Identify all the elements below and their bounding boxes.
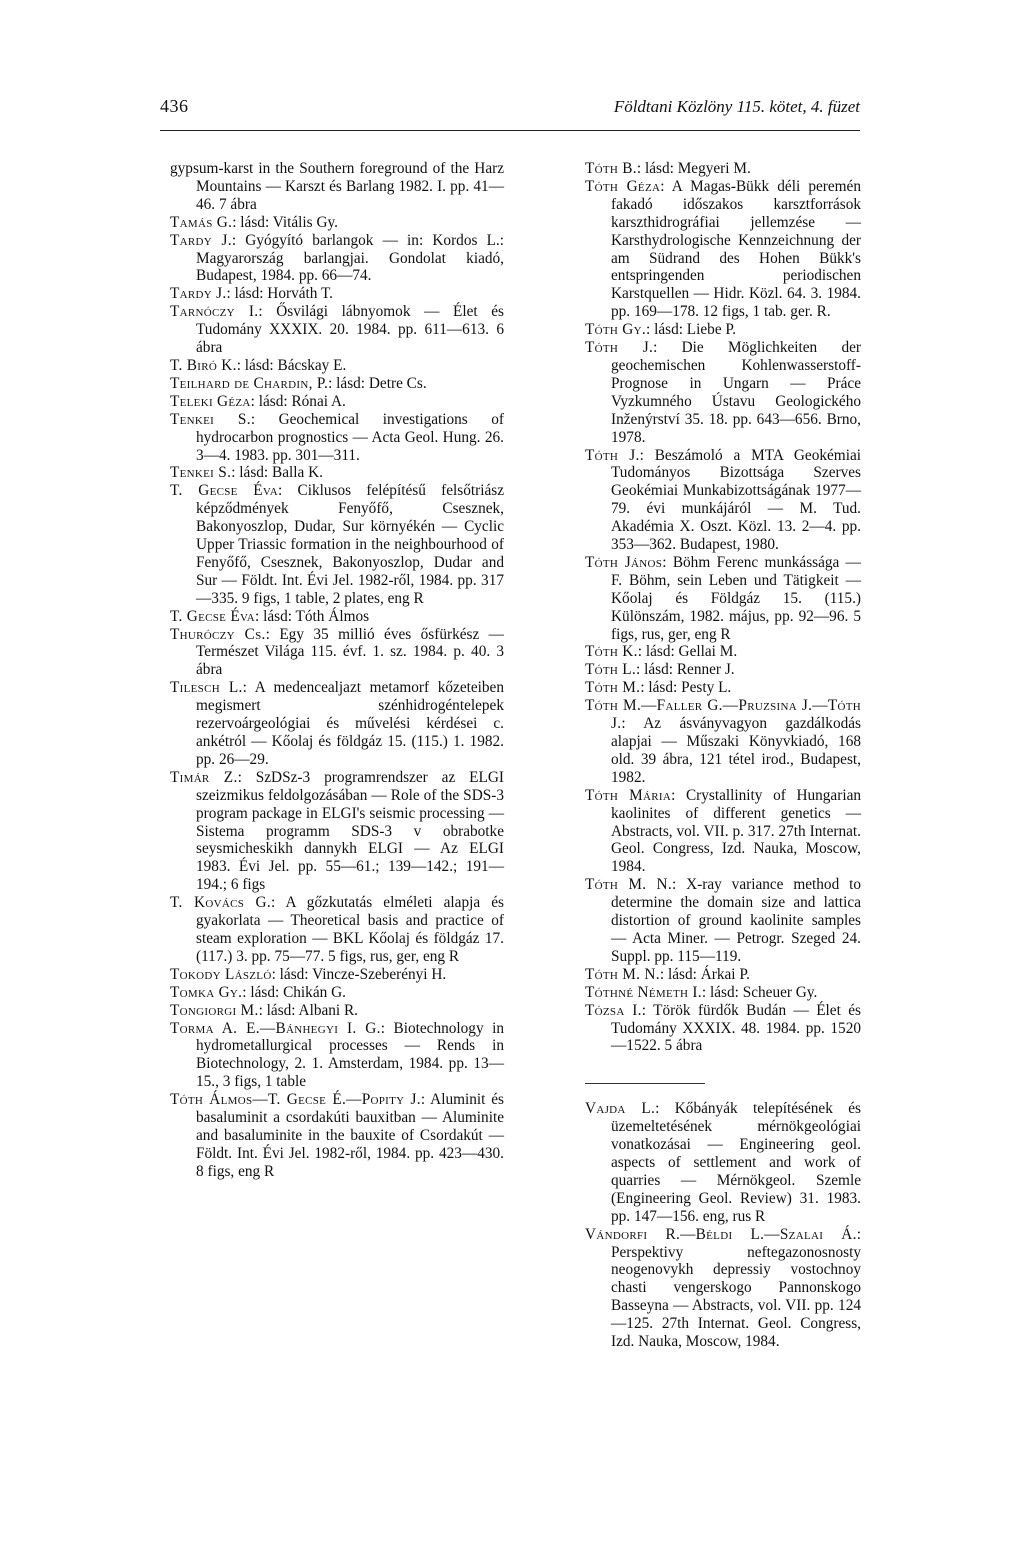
entry-text: : Török fürdők Budán — Élet és Tudomány XXXIX. 48. 1984. pp. 1520—1522. 5 ábra — [611, 1001, 861, 1055]
entry-author: Torma A. E.—Bánhegyi I. G. — [170, 1019, 381, 1037]
bibliography-entry — [585, 321, 861, 339]
entry-text: : Beszámoló a MTA Geokémiai Tudományos Bizottsága Szerves Geokémiai Munkabizottságának 1977—79. évi munkájáról — M. Tud. Akadémia X. Oszt. Közl. 13. 2—4. pp. 353—362. Budapest, 1980. — [611, 446, 861, 554]
right-entries-after-rule — [585, 1100, 861, 1351]
entry-author: Tenkei S. — [170, 410, 251, 428]
bibliography-entry — [585, 447, 861, 554]
bibliography-entry — [170, 303, 504, 357]
entry-text: : A gőzkutatás elméleti alapja és gyakorlata — Theoretical basis and practice of steam exploration — BKL Kőolaj és földgáz 17. (117.) 3. pp. 75—77. 5 figs, rus, ger, eng R — [196, 894, 504, 965]
entry-text: : lásd: Rónai A. — [250, 392, 346, 410]
entry-author: Tóth M.—Faller G.—Pruzsina J.—Tóth J. — [585, 697, 861, 733]
bibliography-entry — [585, 339, 861, 446]
entry-author: Tóth Mária — [585, 786, 672, 804]
entry-text: : SzDSz-3 programrendszer az ELGI szeizmikus feldolgozásában — Role of the SDS-3 program package in ELGI's seismic processing — Sistema programm SDS-3 v obrabotke seysmicheskikh dannykh ELGI — Az ELGI 1983. Évi Jel. pp. 55—61.; 139—142.; 191—194.; 6 figs — [196, 768, 504, 894]
bibliography-entry — [585, 1226, 861, 1351]
entry-text: : Ciklusos felépítésű felsőtriász képződmények Fenyőfő, Csesznek, Bakonyoszlop, Dudar, Sur környékén — Cyclic Upper Triassic formation in the neighbourhood of Fenyőfő, Csesznek, Bakonyoszlop, Dudar and Sur — Földt. Int. Évi Jel. 1982-ről, 1984. pp. 317—335. 9 figs, 1 table, 2 plates, eng R — [196, 482, 504, 607]
bibliography-entry — [170, 769, 504, 894]
header-rule — [160, 130, 860, 131]
bibliography-entry — [585, 697, 861, 787]
entry-text: : Geochemical investigations of hydrocarbon prognostics — Acta Geol. Hung. 26. 3—4. 1983. pp. 301—311. — [196, 410, 504, 464]
bibliography-entry — [170, 1002, 504, 1020]
entry-text: : lásd: Detre Cs. — [328, 374, 427, 392]
entry-text: : lásd: Albani R. — [258, 1001, 359, 1019]
entry-author: Tóth Álmos—T. Gecse É.—Popity J. — [170, 1091, 421, 1109]
entry-text: : Kőbányák telepítésének és üzemeltetésének mérnökgeológiai vonatkozásai — Engineering geol. aspects of settlement and work of quarries — Mérnökgeol. Szemle (Engineering Geol. Review) 31. 1983. pp. 147—156. eng, rus R — [611, 1100, 861, 1225]
entry-text: : lásd: Liebe P. — [646, 321, 737, 339]
bibliography-entry — [170, 232, 504, 286]
entry-author: Tardy J. — [170, 231, 232, 249]
entry-author: Teilhard de Chardin, P. — [170, 374, 329, 392]
entry-text: : Aluminit és basaluminit a csordakúti bauxitban — Aluminite and basaluminite in the bauxite of Csordakút — Földt. Int. Évi Jel. 1982-ről, 1984. pp. 423—430. 8 figs, eng R — [196, 1091, 504, 1180]
bibliography-entry — [170, 966, 504, 984]
bibliography-entry — [170, 608, 504, 626]
entry-text: : X-ray variance method to determine the domain size and lattica distortion of ground kaolinite samples — Acta Miner. — Petrogr. Szeged 24. Suppl. pp. 115—119. — [611, 876, 861, 965]
bibliography-entry — [170, 894, 504, 966]
entry-text: : Crystallinity of Hungarian kaolinites of different genetics — Abstracts, vol. VII. p. 317. 27th Internat. Geol. Congress, Izd. Nauka, Moscow, 1984. — [611, 786, 862, 876]
section-rule — [585, 1083, 705, 1084]
entry-author: Tóth L. — [585, 661, 637, 679]
bibliography-entry — [585, 787, 861, 877]
bibliography-entry — [585, 661, 861, 679]
entry-text: : lásd: Balla K. — [231, 464, 323, 482]
bibliography-entry — [170, 464, 504, 482]
bibliography-entry — [170, 984, 504, 1002]
bibliography-entry — [170, 375, 504, 393]
entry-author: Tokody László — [170, 965, 272, 983]
entry-author: Tóth M. N. — [585, 965, 660, 983]
entry-author: Tarnóczy I. — [170, 303, 259, 321]
right-entries — [585, 160, 861, 1055]
entry-text: gypsum-karst in the Southern foreground of the Harz Mountains — Karszt és Barlang 1982. I. pp. 41—46. 7 ábra — [170, 160, 504, 213]
bibliography-entry — [585, 679, 861, 697]
entry-author: Tóth János — [585, 553, 663, 571]
entry-text: : lásd: Gellai M. — [637, 643, 738, 661]
entry-author: Tamás G. — [170, 213, 233, 231]
bibliography-entry — [170, 679, 504, 769]
entry-author: T. Biró K. — [170, 356, 237, 374]
entry-author: Tóth B. — [585, 160, 637, 177]
bibliography-entry — [585, 643, 861, 661]
bibliography-entry — [170, 626, 504, 680]
bibliography-entry — [170, 482, 504, 607]
journal-title: Földtani Közlöny 115. kötet, 4. füzet — [613, 97, 860, 116]
entry-author: Thuróczy Cs. — [170, 625, 266, 643]
bibliography-entry — [585, 984, 861, 1002]
bibliography-entry — [585, 876, 861, 966]
entry-author: Teleki Géza — [170, 392, 251, 410]
page-header — [160, 98, 860, 122]
entry-author: Tomka Gy. — [170, 983, 243, 1001]
bibliography-entry — [170, 411, 504, 465]
bibliography-entry — [170, 160, 504, 214]
entry-text: : lásd: Árkai P. — [659, 965, 750, 983]
entry-text: : Perspektivy neftegazonosnosty neogenovykh depressiy vostochnoy chasti vengerskogo Pannonskogo Basseyna — Abstracts, vol. VII. pp. 124—125. 27th Internat. Geol. Congress, Izd. Nauka, Moscow, 1984. — [611, 1225, 861, 1351]
bibliography-entry — [170, 1091, 504, 1181]
bibliography-entry — [585, 554, 861, 644]
bibliography-entry — [170, 285, 504, 303]
entry-text: : lásd: Megyeri M. — [636, 160, 751, 177]
entry-author: T. Gecse Éva — [170, 607, 256, 625]
entry-author: Tongiorgi M. — [170, 1001, 259, 1019]
entry-text: : Egy 35 millió éves ősfürkész — Természet Világa 115. évf. 1. sz. 1984. p. 40. 3 ábra — [196, 625, 504, 679]
entry-text: : lásd: Horváth T. — [226, 285, 334, 303]
entry-author: Tóthné Németh I. — [585, 983, 702, 1001]
entry-author: Tóth M. — [585, 679, 641, 697]
entry-author: Tóth Géza — [585, 177, 661, 195]
entry-text: : lásd: Scheuer Gy. — [701, 983, 818, 1001]
entry-text: : Böhm Ferenc munkássága — F. Böhm, sein Leben und Tätigkeit — Kőolaj és Földgáz 15. (115.) Különszám, 1982. május, pp. 92—96. 5 figs, rus, ger, eng R — [611, 553, 861, 643]
bibliography-entry — [585, 1100, 861, 1225]
entry-author: Tilesch L. — [170, 679, 243, 697]
entry-author: Tóth M. N. — [585, 876, 672, 894]
entry-text: : lásd: Bácskay E. — [236, 356, 347, 374]
entry-text: : lásd: Chikán G. — [242, 983, 346, 1001]
entry-author: Timár Z. — [170, 768, 238, 786]
entry-text: : A Magas-Bükk déli peremén fakadó időszakos karsztforrások karszthidrográfiai jellemzése — Karsthydrologische Kennzeichnung der am Südrand des Hohen Bükk's entspringenden periodischen Karstquellen — Hidr. Közl. 64. 3. 1984. pp. 169—178. 12 figs, 1 tab. ger. R. — [611, 177, 861, 321]
entry-text: : lásd: Renner J. — [636, 661, 735, 679]
bibliography-entry — [170, 357, 504, 375]
bibliography-entry — [585, 966, 861, 984]
entry-text: : Biotechnology in hydrometallurgical processes — Rends in Biotechnology, 2. 1. Amsterdam, 1984. pp. 13—15., 3 figs, 1 table — [196, 1019, 504, 1091]
entry-author: Tardy J. — [170, 285, 227, 303]
entry-text: : lásd: Tóth Álmos — [255, 607, 370, 625]
entry-author: Tenkei S. — [170, 464, 232, 482]
entry-text: : A medencealjazt metamorf kőzeteiben megismert szénhidrogéntelepek rezervoárgeológiai és művelési kérdései c. ankétról — Kőolaj és földgáz 15. (115.) 1. 1982. pp. 26—29. — [196, 679, 504, 768]
bibliography-entry — [585, 178, 861, 321]
entry-author: Vándorfi R.—Béldi L.—Szalai Á. — [585, 1225, 857, 1243]
entry-author: Tóth J. — [585, 446, 640, 464]
bibliography-entry — [170, 214, 504, 232]
entry-author: Tóth J. — [585, 339, 654, 357]
entry-author: T. Kovács G. — [170, 894, 272, 912]
right-column — [585, 160, 861, 1351]
page-number: 436 — [160, 96, 189, 116]
entry-text: : Die Möglichkeiten der geochemischen Kohlenwasserstoff-Prognose in Ungarn — Práce Vyzkumného Ústavu Geologického Inženýrství 35. 18. pp. 643—656. Brno, 1978. — [611, 339, 861, 446]
left-column — [170, 160, 504, 1181]
entry-text: : lásd: Vitális Gy. — [232, 213, 338, 231]
entry-author: Tóth K. — [585, 643, 638, 661]
entry-text: : Ősvilági lábnyomok — Élet és Tudomány XXXIX. 20. 1984. pp. 611—613. 6 ábra — [196, 303, 504, 357]
entry-author: Tóth Gy. — [585, 321, 646, 339]
bibliography-entry — [585, 160, 861, 178]
entry-text: : lásd: Pesty L. — [640, 679, 732, 697]
bibliography-entry — [585, 1002, 861, 1056]
entry-text: : Gyógyító barlangok — in: Kordos L.: Magyarország barlangjai. Gondolat kiadó, Budapest, 1984. pp. 66—74. — [196, 231, 505, 285]
entry-author: T. Gecse Éva — [170, 482, 278, 500]
entry-text: : Az ásványvagyon gazdálkodás alapjai — Műszaki Könyvkiadó, 168 old. 39 ábra, 121 tétel irod., Budapest, 1982. — [611, 715, 861, 786]
entry-author: Tózsa I. — [585, 1001, 642, 1019]
entry-author: Vajda L. — [585, 1100, 656, 1118]
bibliography-entry — [170, 1020, 504, 1092]
bibliography-entry — [170, 393, 504, 411]
entry-text: : lásd: Vincze-Szeberényi H. — [271, 965, 447, 983]
